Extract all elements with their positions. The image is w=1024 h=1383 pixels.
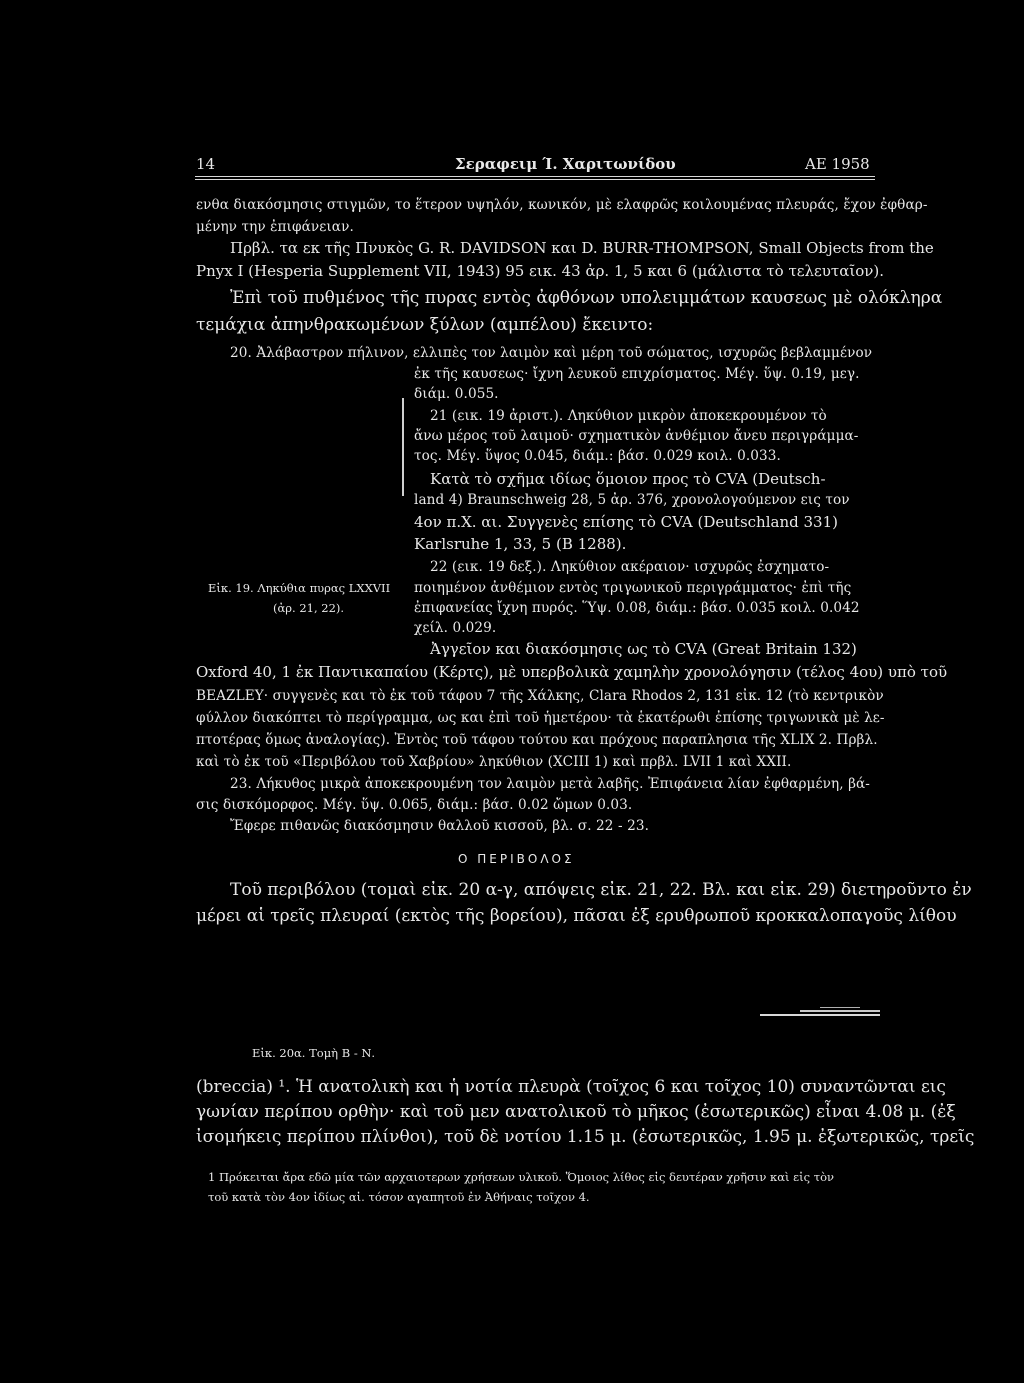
- item-21-line: ἄνω μέρος τοῦ λαιμοῦ· σχηματικὸν ἀνθέμιον ἄνευ περιγράμμα-: [414, 428, 859, 444]
- item-21-line: land 4) Braunschweig 28, 5 ἀρ. 376, χρονολογούμενον εις τον: [414, 492, 850, 508]
- section-drawing-ground: [760, 1014, 880, 1016]
- figure-19-caption: (ἀρ. 21, 22).: [273, 601, 345, 615]
- page-number: 14: [196, 155, 216, 173]
- intro-line: ενθα διακόσμησις στιγμῶν, το ἕτερον υψηλόν, κωνικόν, μὲ ελαφρῶς κοιλουμένας πλευράς, ἔχον ἐφθαρ-: [196, 197, 928, 213]
- intro-line: Ἐπὶ τοῦ πυθμένος τῆς πυρας εντὸς ἀφθόνων υπολειμμάτων καυσεως μὲ ολόκληρα: [230, 288, 943, 308]
- section-body-line: γωνίαν περίπου ορθὴν· καὶ τοῦ μεν ανατολικοῦ τὸ μῆκος (ἐσωτερικῶς) εἶναι 4.08 μ. (ἐξ: [196, 1102, 956, 1122]
- item-22-line: Ἀγγεῖον και διακόσμησις ως τὸ CVA (Great Britain 132): [430, 640, 857, 658]
- section-heading: Ο ΠΕΡΙΒΟΛΟΣ: [458, 852, 575, 866]
- footnote-line: τοῦ κατὰ τὸν 4ον ἰδίως αἰ. τόσον αγαπητοῦ ἐν Ἀθήναις τοῖχον 4.: [208, 1190, 590, 1204]
- item-22-cont-line: φύλλον διακόπτει τὸ περίγραμμα, ως και ἐπὶ τοῦ ἡμετέρου· τὰ ἑκατέρωθι ἐπίσης τριγωνικὰ μὲ λε-: [196, 710, 885, 726]
- journal-ref: ΑΕ 1958: [805, 155, 870, 173]
- item-21-line: Karlsruhe 1, 33, 5 (Β 1288).: [414, 535, 627, 553]
- item-22-cont-line: Oxford 40, 1 ἐκ Παντικαπαίου (Κέρτς), μὲ υπερβολικὰ χαμηλὴν χρονολόγησιν (τέλος 4ου) υπὸ τοῦ: [196, 663, 948, 681]
- item-23-line: σις δισκόμορφος. Μέγ. ὕψ. 0.065, διάμ.: βάσ. 0.02 ὤμων 0.03.: [196, 797, 633, 813]
- section-body-line: (breccia) ¹. Ἡ ανατολικὴ και ἡ νοτία πλευρὰ (τοῖχος 6 και τοῖχος 10) συναντῶνται εις: [196, 1077, 946, 1097]
- figure-19-caption: Εἰκ. 19. Ληκύθια πυρας LXXVII: [208, 581, 391, 595]
- item-22-line: ποιημένον ἀνθέμιον εντὸς τριγωνικοῦ περιγράμματος· ἐπὶ τῆς: [414, 580, 852, 596]
- intro-line: τεμάχια ἀπηνθρακωμένων ξύλων (αμπέλου) ἔκειντο:: [196, 315, 654, 335]
- item-22-line: ἐπιφανείας ἴχνη πυρός. Ὕψ. 0.08, διάμ.: βάσ. 0.035 κοιλ. 0.042: [414, 600, 860, 616]
- item-22-cont-line: πτοτέρας ὅμως ἀναλογίας). Ἐντὸς τοῦ τάφου τούτου και πρόχους παραπλησια τῆς XLIX 2. Πρβλ.: [196, 732, 878, 748]
- section-body-line: ἰσομήκεις περίπου πλίνθοι), τοῦ δὲ νοτίου 1.15 μ. (ἐσωτερικῶς, 1.95 μ. ἐξωτερικῶς, τρεῖς: [196, 1127, 975, 1147]
- section-body-line: μέρει αἱ τρεῖς πλευραί (εκτὸς τῆς βορείου), πᾶσαι ἐξ ερυθρωποῦ κροκκαλοπαγοῦς λίθου: [196, 906, 957, 926]
- item-23-line: Ἔφερε πιθανῶς διακόσμησιν θαλλοῦ κισσοῦ, βλ. σ. 22 - 23.: [230, 818, 649, 834]
- item-20-line: ἐκ τῆς καυσεως· ἴχνη λευκοῦ επιχρίσματος. Μέγ. ὕψ. 0.19, μεγ.: [414, 366, 860, 382]
- section-drawing-top: [820, 1007, 860, 1008]
- item-21-line: 21 (εικ. 19 ἀριστ.). Ληκύθιον μικρὸν ἀποκεκρουμένον τὸ: [430, 408, 827, 424]
- intro-line: μένην την ἐπιφάνειαν.: [196, 219, 354, 235]
- figure-20-caption: Εἰκ. 20α. Τομὴ Β - Ν.: [252, 1046, 376, 1060]
- running-author: Σεραφειμ Ί. Χαριτωνίδου: [455, 155, 676, 173]
- item-21-line: Κατὰ τὸ σχῆμα ιδίως ὅμοιον προς τὸ CVA (Deutsch-: [430, 470, 826, 488]
- item-22-cont-line: BEAZLEY· συγγενὲς και τὸ ἐκ τοῦ τάφου 7 τῆς Χάλκης, Clara Rhodos 2, 131 εἰκ. 12 (τὸ κεντρικὸν: [196, 688, 884, 704]
- section-body-line: Τοῦ περιβόλου (τομαὶ εἰκ. 20 α-γ, απόψεις εἰκ. 21, 22. Βλ. και εἰκ. 29) διετηροῦντο ἐν: [230, 880, 972, 900]
- header-rule-2: [195, 179, 875, 180]
- item-20-line: 20. Ἀλάβαστρον πήλινον, ελλιπὲς τον λαιμὸν καὶ μέρη τοῦ σώματος, ισχυρῶς βεβλαμμένον: [230, 345, 873, 361]
- intro-line: Πρβλ. τα εκ τῆς Πνυκὸς G. R. DAVIDSON και D. BURR-THOMPSON, Small Objects from the: [230, 239, 934, 257]
- figure-edge: [402, 398, 404, 496]
- section-drawing-wall: [800, 1010, 880, 1012]
- item-20-line: διάμ. 0.055.: [414, 386, 499, 402]
- item-21-line: τος. Μέγ. ὕψος 0.045, διάμ.: βάσ. 0.029 κοιλ. 0.033.: [414, 448, 781, 464]
- item-23-line: 23. Λήκυθος μικρὰ ἀποκεκρουμένη τον λαιμὸν μετὰ λαβῆς. Ἐπιφάνεια λίαν ἐφθαρμένη, βά-: [230, 776, 870, 792]
- item-22-line: χείλ. 0.029.: [414, 620, 497, 636]
- footnote-line: 1 Πρόκειται ἄρα εδῶ μία τῶν αρχαιοτερων χρήσεων υλικοῦ. Ὅμοιος λίθος εἰς δευτέραν χρῆσιν καὶ εἰς τὸν: [208, 1170, 834, 1184]
- header-rule: [195, 176, 875, 177]
- item-21-line: 4ον π.Χ. αι. Συγγενὲς επίσης τὸ CVA (Deutschland 331): [414, 513, 838, 531]
- section-drawing: [760, 1005, 880, 1019]
- intro-line: Pnyx I (Hesperia Supplement VII, 1943) 95 εικ. 43 ἀρ. 1, 5 και 6 (μάλιστα τὸ τελευταῖον).: [196, 262, 885, 280]
- item-22-line: 22 (εικ. 19 δεξ.). Ληκύθιον ακέραιον· ισχυρῶς ἐσχηματο-: [430, 559, 830, 575]
- item-22-cont-line: καὶ τὸ ἐκ τοῦ «Περιβόλου τοῦ Χαβρίου» ληκύθιον (XCIII 1) καὶ πρβλ. LVII 1 καὶ XXII.: [196, 754, 792, 770]
